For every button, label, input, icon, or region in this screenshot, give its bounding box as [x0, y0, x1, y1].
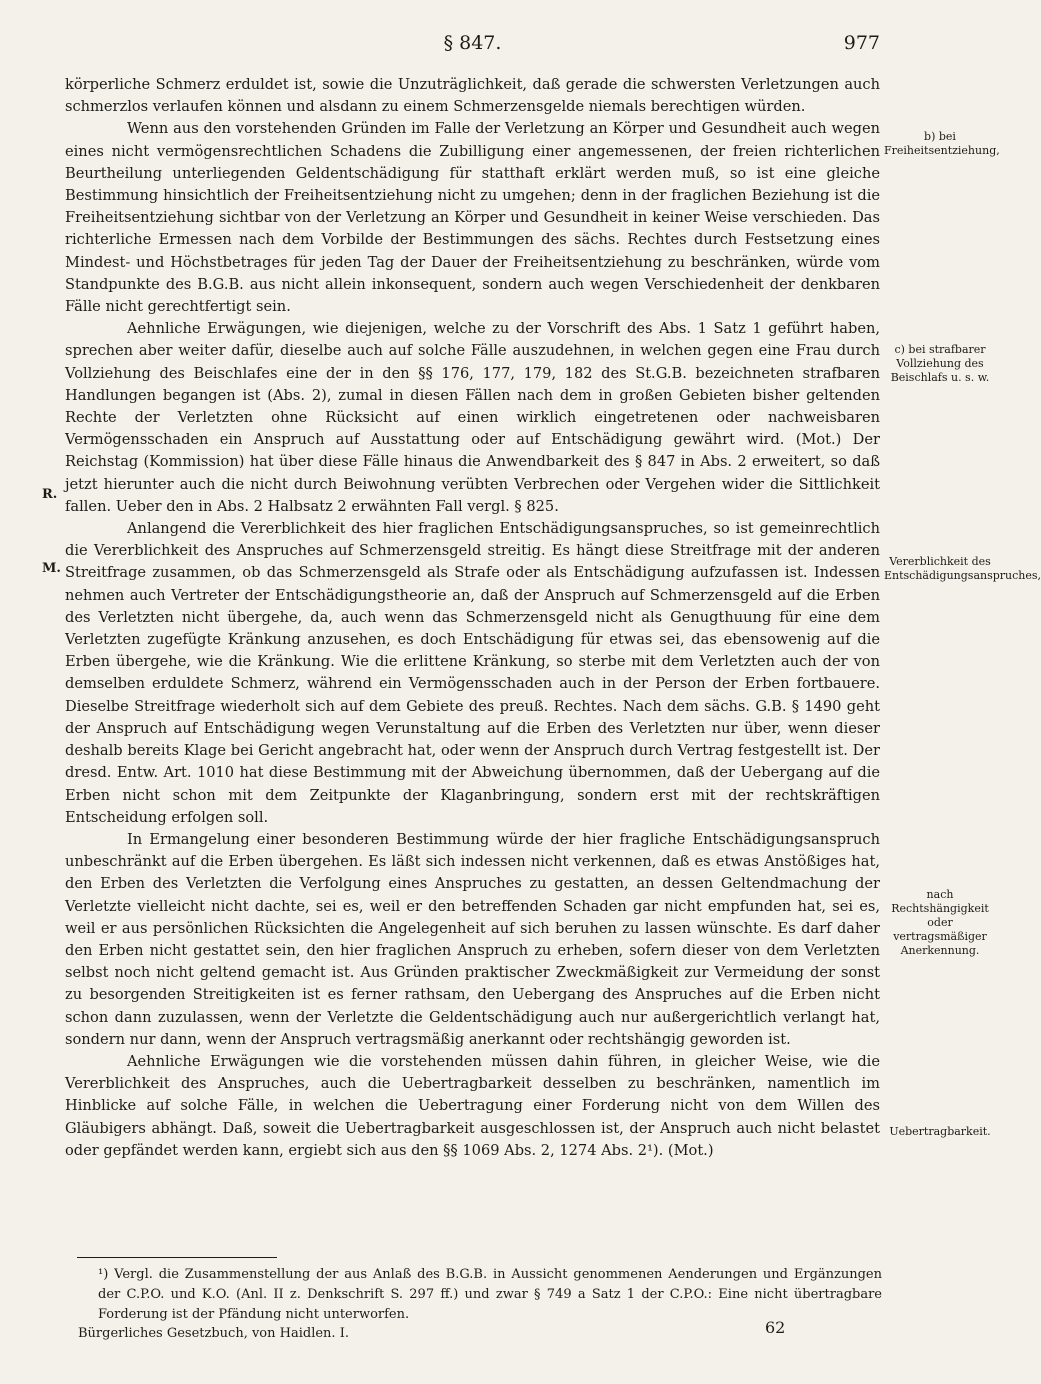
paragraph-1: körperliche Schmerz erduldet ist, sowie die Unzuträglichkeit, daß gerade die schwersten Verletzungen auch schmerzlos verlaufen können und alsdann zu einem Schmerzensgelde niemals berechtigen würden. [65, 76, 880, 116]
footnote-text: ¹) Vergl. die Zusammenstellung der aus Anlaß des B.G.B. in Aussicht genommenen Aenderungen und Ergänzungen der C.P.O. und K.O. (Anl. II z. Denkschrift S. 297 ff.) und zwar § 749 a Satz 1 der C.P.O.: Eine nicht übertragbare Forderung ist der Pfändung nicht unterworfen. [98, 1267, 882, 1322]
margin-note-uebertragbarkeit: Uebertragbarkeit. [889, 1125, 991, 1138]
page-header [65, 30, 880, 60]
footnote-rule [77, 1257, 277, 1258]
footnote [78, 1265, 882, 1325]
margin-marker-m: M. [42, 561, 61, 576]
margin-marker-r: R. [42, 487, 58, 502]
margin-note-beischlaf: c) bei strafbarer Vollziehung des Beischlafs u. s. w. [890, 343, 990, 384]
margin-note-vererblichkeit: Vererblichkeit des Entschädigungsanspruches, [884, 555, 1041, 582]
paragraph-6: Aehnliche Erwägungen wie die vorstehenden müssen dahin führen, in gleicher Weise, wie die Vererblichkeit des Anspruches, auch die Uebertragbarkeit desselben zu beschränken, namentlich im Hinblicke auf solche Fälle, in welchen die Uebertragung einer Forderung nicht von dem Willen des Gläubigers abhängt. Daß, soweit die Uebertragbarkeit ausgeschlossen ist, der Anspruch auch nicht belastet oder gepfändet werden kann, ergiebt sich aus den §§ 1069 Abs. 2, 1274 Abs. 2¹). (Mot.) [65, 1052, 880, 1159]
paragraph-4: Anlangend die Vererblichkeit des hier fraglichen Entschädigungsanspruches, so ist gemeinrechtlich die Vererblichkeit des Anspruches auf Schmerzensgeld streitig. Es hängt diese Streitfrage mit der anderen Streitfrage zusammen, ob das Schmerzensgeld als Strafe oder als Entschädigung aufzufassen ist. Indessen nehmen auch Vertreter der Entschädigungstheorie an, daß der Anspruch auf Schmerzensgeld auf die Erben des Verletzten nicht übergehe, da, auch wenn das Schmerzensgeld nicht als Genugthuung für eine dem Verletzten zugefügte Kränkung anzusehen, es doch Entschädigung für etwas sei, das ebensowenig auf die Erben übergehe, wie die Kränkung. Wie die erlittene Kränkung, so sterbe mit dem Verletzten auch der von demselben erduldete Schmerz, während ein Vermögensschaden auch in der Person der Erben fortbauere. Dieselbe Streitfrage wiederholt sich auf dem Gebiete des preuß. Rechtes. Nach dem sächs. G.B. § 1490 geht der Anspruch auf Entschädigung wegen Verunstaltung auf die Erben des Verletzten nur über, wenn dieser deshalb bereits Klage bei Gericht angebracht hat, oder wenn der Anspruch durch Vertrag festgestellt ist. Der dresd. Entw. Art. 1010 hat diese Bestimmung mit der Abweichung übernommen, daß der Uebergang auf die Erben nicht schon mit dem Zeitpunkte der Klaganbringung, sondern erst mit der rechtskräftigen Entscheidung erfolgen soll. [65, 520, 880, 826]
section-number: § 847. [443, 32, 502, 54]
main-text [65, 74, 880, 1162]
paragraph-3: Aehnliche Erwägungen, wie diejenigen, welche zu der Vorschrift des Abs. 1 Satz 1 geführt haben, sprechen aber weiter dafür, dieselbe auch auf solche Fälle auszudehnen, in welchen gegen eine Frau durch Vollziehung des Beischlafes eine der in den §§ 176, 177, 179, 182 des St.G.B. bezeichneten strafbaren Handlungen begangen ist (Abs. 2), zumal in diesen Fällen nach dem in großen Gebieten bisher geltenden Rechte der Verletzten ohne Rücksicht auf einen wirklich eingetretenen oder nachweisbaren Vermögensschaden ein Anspruch auf Ausstattung oder auf Entschädigung gewährt wird. (Mot.) Der Reichstag (Kommission) hat über diese Fälle hinaus die Anwendbarkeit des § 847 in Abs. 2 erweitert, so daß jetzt hierunter auch die nicht durch Beiwohnung verübten Verbrechen oder Vergehen wider die Sittlichkeit fallen. Ueber den in Abs. 2 Halbsatz 2 erwähnten Fall vergl. § 825. [65, 320, 880, 515]
footer-title: Bürgerliches Gesetzbuch, von Haidlen. I. [78, 1326, 349, 1341]
signature-mark: 62 [765, 1318, 786, 1337]
paragraph-5: In Ermangelung einer besonderen Bestimmung würde der hier fragliche Entschädigungsanspruch unbeschränkt auf die Erben übergehen. Es läßt sich indessen nicht verkennen, daß es etwas Anstößiges hat, den Erben des Verletzten die Verfolgung eines Anspruches zu gestatten, an dessen Geltendmachung der Verletzte vielleicht nicht dachte, sei es, weil er den betreffenden Schaden gar nicht empfunden hat, sei es, weil er aus persönlichen Rücksichten die Angelegenheit auf sich beruhen zu lassen wünschte. Es darf daher den Erben nicht gestattet sein, den hier fraglichen Anspruch zu erheben, sofern dieser von dem Verletzten selbst noch nicht geltend gemacht ist. Aus Gründen praktischer Zweckmäßigkeit zur Vermeidung der sonst zu besorgenden Streitigkeiten ist es ferner rathsam, den Uebergang des Anspruches auf die Erben nicht schon dann zuzulassen, wenn der Verletzte die Geldentschädigung auch nur außergerichtlich verlangt hat, sondern nur dann, wenn der Anspruch vertragsmäßig anerkannt oder rechtshängig geworden ist. [65, 830, 880, 1048]
margin-note-rechtshaengigkeit: nach Rechtshängigkeit oder vertragsmäßiger Anerkennung. [891, 888, 989, 957]
margin-note-freiheitsentziehung: b) bei Freiheitsentziehung, [884, 130, 1000, 157]
page-number: 977 [843, 32, 880, 54]
paragraph-2: Wenn aus den vorstehenden Gründen im Falle der Verletzung an Körper und Gesundheit auch wegen eines nicht vermögensrechtlichen Schadens die Zubilligung einer angemessenen, der freien richterlichen Beurtheilung unterliegenden Geldentschädigung für statthaft erklärt werden muß, so ist eine gleiche Bestimmung hinsichtlich der Freiheitsentziehung nicht zu umgehen; denn in der fraglichen Beziehung ist die Freiheitsentziehung sichtbar von der Verletzung an Körper und Gesundheit in keiner Weise verschieden. Das richterliche Ermessen nach dem Vorbilde der Bestimmungen des sächs. Rechtes durch Festsetzung eines Mindest- und Höchstbetrages für jeden Tag der Dauer der Freiheitsentziehung zu beschränken, würde vom Standpunkte des B.G.B. aus nicht allein inkonsequent, sondern auch wegen Verschiedenheit der denkbaren Fälle nicht gerechtfertigt sein. [65, 120, 880, 316]
